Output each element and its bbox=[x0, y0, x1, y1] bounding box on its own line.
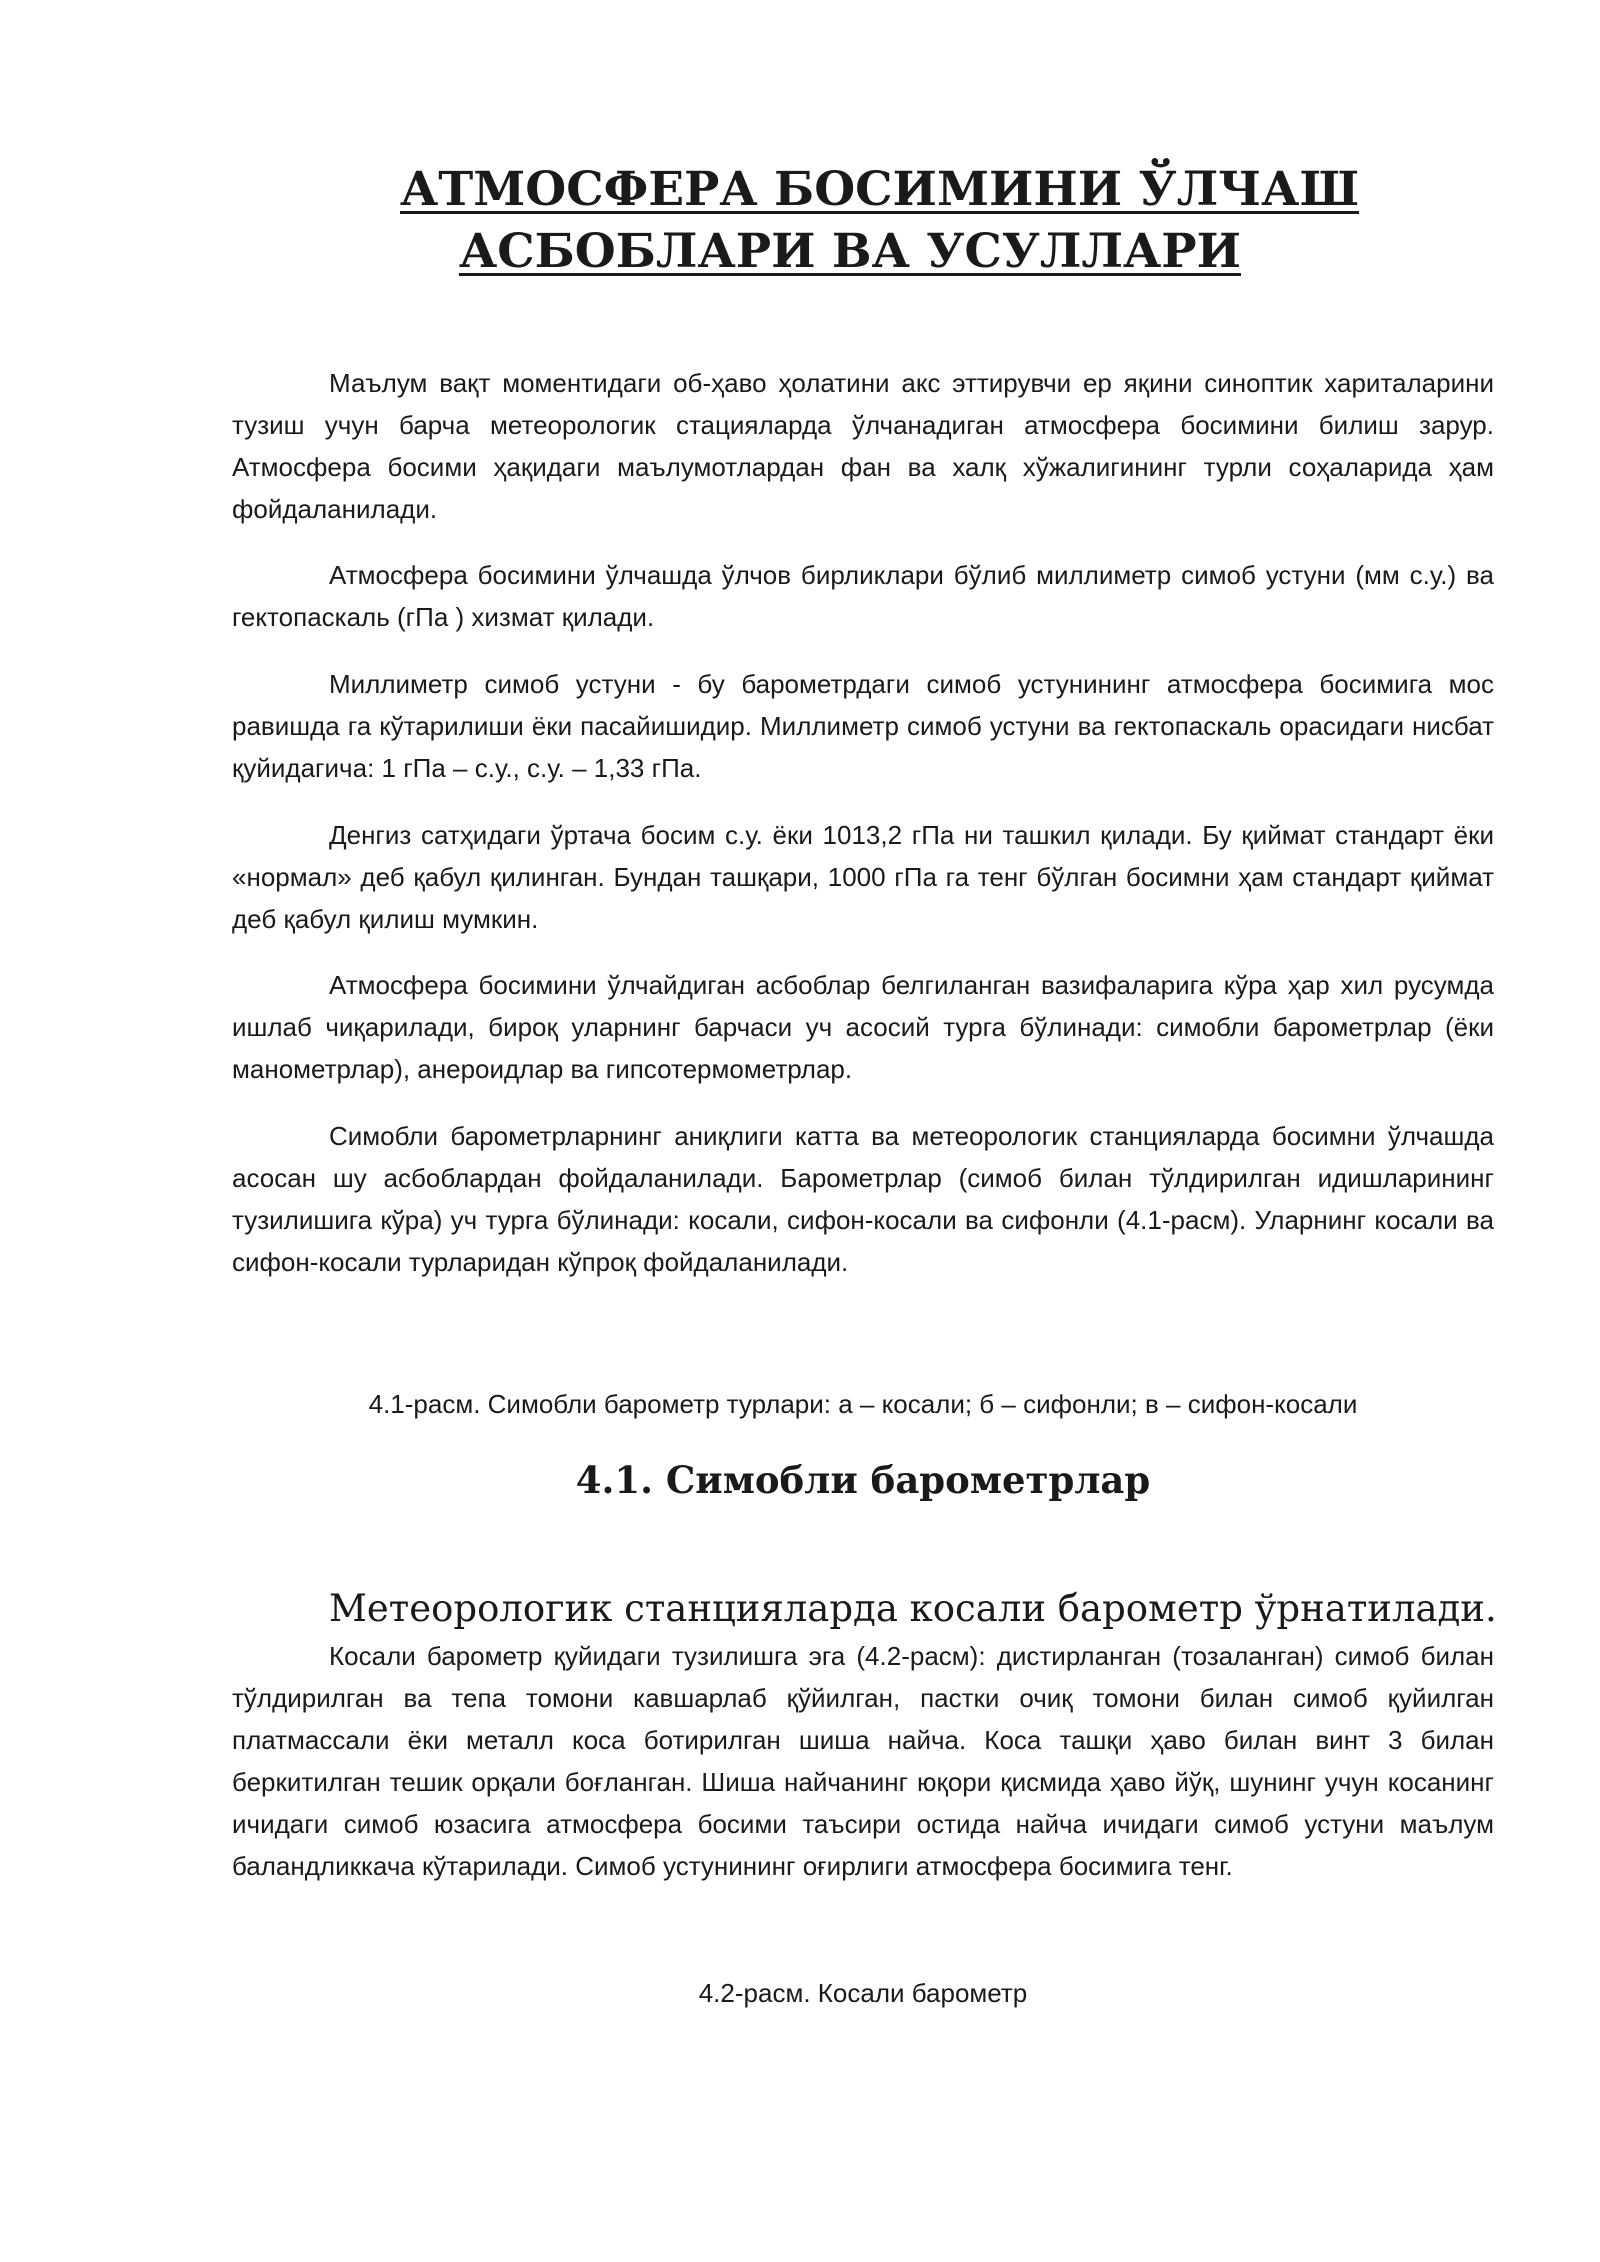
section-paragraph: Косали барометр қуйидаги тузилишга эга (4.2-расм): дистирланган (тозаланган) симоб билан тўлдирилган ва тепа томони кавшарлаб қўйилган, пастки очиқ томони билан симоб қуйилган платмассали ёки металл коса ботирилган шиша найча. Коса ташқи ҳаво билан винт 3 билан беркитилган тешик орқали боғланган. Шиша найчанинг юқори қисмида ҳаво йўқ, шунинг учун косанинг ичидаги симоб юзасига атмосфера босими таъсири остида найча ичидаги симоб устуни маълум баландликкача кўтарилади. Симоб устунининг оғирлиги атмосфера босимига тенг. bbox=[232, 1641, 1494, 1881]
document-title-line-2: АСБОБЛАРИ ВА УСУЛЛАРИ bbox=[458, 224, 1242, 279]
paragraph-6: Симобли барометрларнинг аниқлиги катта ва метеорологик станцияларда босимни ўлчашда асосан шу асбоблардан фойдаланилади. Барометрлар (симоб билан тўлдирилган идишларининг тузилишига кўра) уч турга бўлинади: косали, сифон-косали ва сифонли (4.1-расм). Уларнинг косали ва сифон-косали турларидан кўпроқ фойдаланилади. bbox=[232, 1121, 1494, 1277]
section-lead-sentence: Метеорологик станцияларда косали барометр ўрнатилади. bbox=[329, 1587, 1497, 1630]
paragraph-5: Атмосфера босимини ўлчайдиган асбоблар белгиланган вазифаларига кўра ҳар хил русумда ишлаб чиқарилади, бироқ уларнинг барчаси уч асосий турга бўлинади: симобли барометрлар (ёки манометрлар), анероидлар ва гипсотермометрлар. bbox=[232, 970, 1494, 1084]
section-heading: 4.1. Симобли барометрлар bbox=[575, 1458, 1151, 1502]
figure-caption-4-2: 4.2-расм. Косали барометр bbox=[698, 1978, 1028, 2008]
paragraph-1: Маълум вақт моментидаги об-ҳаво ҳолатини акс эттирувчи ер яқини синоптик хариталарини тузиш учун барча метеорологик стацияларда ўлчанадиган атмосфера босимини билиш зарур. Атмосфера босими ҳақидаги маълумотлардан фан ва халқ хўжалигининг турли соҳаларида ҳам фойдаланилади. bbox=[232, 368, 1494, 524]
paragraph-4: Денгиз сатҳидаги ўртача босим с.у. ёки 1013,2 гПа ни ташкил қилади. Бу қиймат стандарт ёки «нормал» деб қабул қилинган. Бундан ташқари, 1000 гПа га тенг бўлган босимни ҳам стандарт қиймат деб қабул қилиш мумкин. bbox=[232, 820, 1494, 934]
paragraph-2: Атмосфера босимини ўлчашда ўлчов бирликлари бўлиб миллиметр симоб устуни (мм с.у.) ва гектопаскаль (гПа ) хизмат қилади. bbox=[232, 560, 1494, 632]
paragraph-3: Миллиметр симоб устуни - бу барометрдаги симоб устунининг атмосфера босимига мос равишда га кўтарилиши ёки пасайишидир. Миллиметр симоб устуни ва гектопаскаль орасидаги нисбат қуйидагича: 1 гПа – с.у., с.у. – 1,33 гПа. bbox=[232, 669, 1494, 783]
document-title-line-1: АТМОСФЕРА БОСИМИНИ ЎЛЧАШ bbox=[400, 162, 1360, 217]
figure-caption-4-1: 4.1-расм. Симобли барометр турлари: а – косали; б – сифонли; в – сифон-косали bbox=[368, 1389, 1358, 1419]
